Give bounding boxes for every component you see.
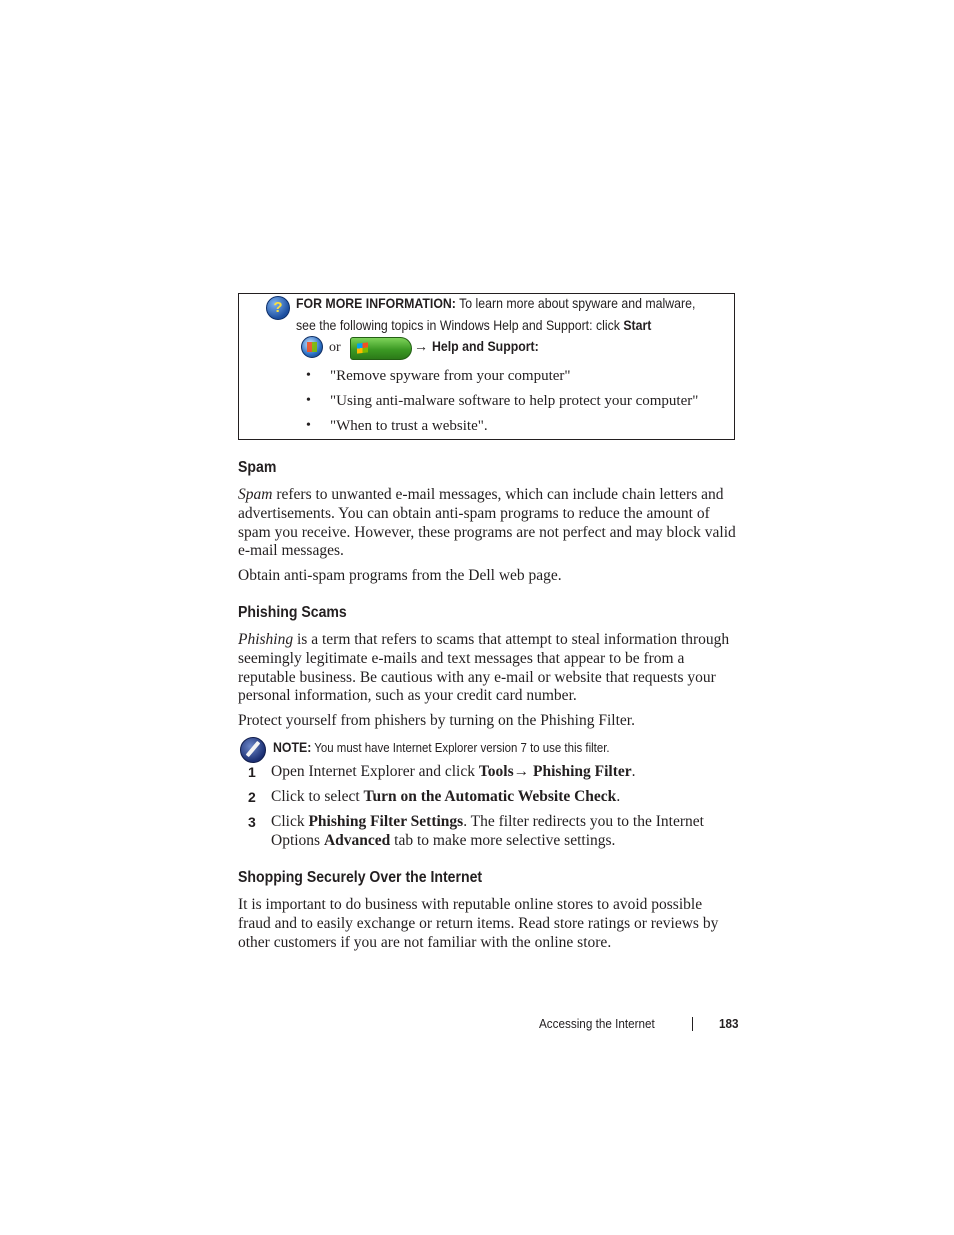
step-number: 2 xyxy=(248,789,256,805)
help-question-icon: ? xyxy=(266,296,290,320)
shopping-heading: Shopping Securely Over the Internet xyxy=(238,869,483,886)
note-text: NOTE: You must have Internet Explorer version 7 to use this filter. xyxy=(273,739,610,755)
footer-section-title: Accessing the Internet xyxy=(539,1016,655,1031)
step-1-text: Open Internet Explorer and click Tools→ Phishing Filter. xyxy=(271,763,636,780)
step-number: 1 xyxy=(248,764,256,780)
footer-divider xyxy=(692,1017,693,1031)
note-pencil-icon xyxy=(240,737,266,763)
phishing-paragraph-2: Protect yourself from phishers by turning on the Phishing Filter. xyxy=(238,712,635,729)
info-line-2 xyxy=(296,317,651,333)
step-3-text: Click Phishing Filter Settings. The filter redirects you to the Internet Options Advanced tab to make more selective settings. xyxy=(271,813,704,849)
page-number: 183 xyxy=(719,1016,739,1031)
shopping-paragraph: It is important to do business with reputable online stores to avoid possible fraud and to easily exchange or return items. Read store ratings or reviews by other customers if you are not familiar with the online store. xyxy=(238,896,719,951)
info-line2-text: see the following topics in Windows Help and Support: click xyxy=(296,317,624,333)
spam-paragraph: Spam refers to unwanted e-mail messages, which can include chain letters and advertisements. You can obtain anti-spam programs to reduce the amount of spam you receive. However, these programs are not perfect and may block valid e-mail messages. xyxy=(238,486,736,560)
info-bullet: "Using anti-malware software to help protect your computer" xyxy=(330,393,699,409)
spam-paragraph-2: Obtain anti-spam programs from the Dell web page. xyxy=(238,567,562,584)
help-and-support-label: Help and Support: xyxy=(431,338,539,354)
windows-start-orb-icon xyxy=(301,336,323,358)
help-and-support-path xyxy=(414,338,553,356)
info-line-1 xyxy=(296,295,695,311)
or-text: or xyxy=(329,340,341,355)
info-label: FOR MORE INFORMATION: xyxy=(296,295,456,311)
spam-heading: Spam xyxy=(238,459,277,476)
start-word: Start xyxy=(623,317,652,333)
step-number: 3 xyxy=(248,814,256,830)
arrow-glyph: → xyxy=(414,340,428,355)
info-bullet: "When to trust a website". xyxy=(330,418,488,434)
phishing-paragraph: Phishing is a term that refers to scams that attempt to steal information through seemingly legitimate e-mails and text messages that appear to be from a reputable business. Be cautious with any e-mail or website that requests your personal information, such as your credit card number. xyxy=(238,631,730,705)
phishing-heading: Phishing Scams xyxy=(238,604,347,621)
info-bullet: "Remove spyware from your computer" xyxy=(330,368,571,384)
step-2-text: Click to select Turn on the Automatic Website Check. xyxy=(271,788,621,805)
info-line1-text: To learn more about spyware and malware, xyxy=(455,295,696,311)
windows-start-button-icon xyxy=(350,337,412,360)
